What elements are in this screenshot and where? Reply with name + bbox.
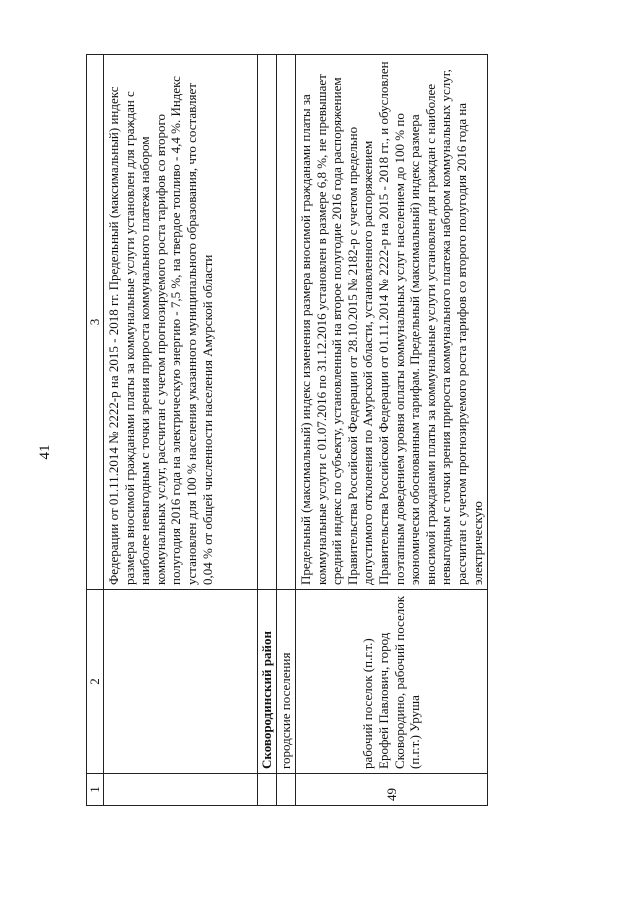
continuation-text-cell bbox=[104, 55, 258, 590]
section-row bbox=[258, 55, 277, 806]
header-col-2: 2 bbox=[87, 590, 104, 774]
header-col-3: 3 bbox=[87, 55, 104, 590]
page-number-text: 41 bbox=[37, 444, 53, 460]
row-text: Предельный (максимальный) индекс изменения размера вносимой гражданами платы за коммунальные услуги с 01.07.2016 по 31.12.2016 установлен в размере 6,8 %, не превышает средний индекс по субъекту, установленный на второе полугодие 2016 года распоряжением Правительства Российской Федерации от 28.10.2015 № 2182-р с учетом предельно допустимого отклонения по Амурской области, установленного распоряжением Правительства Российской Федерации от 01.11.2014 № 2222-р на 2015 - 2018 гг., и обусловлен поэтапным доведением уровня оплаты коммунальных услуг населением до 100 % по экономически обоснованным тарифам. Предельный (максимальный) индекс размера вносимой гражданами платы за коммунальные услуги установлен для граждан с наиболее невыгодным с точки зрения прироста коммунального платежа набором коммунальных услуг, рассчитан с учетом прогнозируемого роста тарифов со второго полугодия 2016 года на электрическую bbox=[298, 61, 485, 585]
header-col-1: 1 bbox=[87, 774, 104, 806]
continuation-row bbox=[104, 55, 258, 806]
subsection-title: городские поселения bbox=[277, 590, 296, 774]
subsection-num-cell bbox=[277, 774, 296, 806]
subsection-empty-cell bbox=[277, 55, 296, 590]
section-title: Сковородинский район bbox=[258, 590, 277, 774]
continuation-text: Федерации от 01.11.2014 № 2222-р на 2015 - 2018 гг. Предельный (максимальный) индекс размера вносимой гражданами платы за коммунальные услуги установлен для граждан с наиболее невыгодным с точки зрения прироста коммунального платежа набором коммунальных услуг, рассчитан с учетом прогнозируемого роста тарифов со второго полугодия 2016 года на электрическую энергию - 7,5 %, на твердое топливо - 4,4 %. Индекс установлен для 100 % населения указанного муниципального образования, что составляет 0,04 % от общей численности населения Амурской области bbox=[106, 76, 215, 585]
data-table bbox=[86, 54, 488, 806]
section-num-cell bbox=[258, 774, 277, 806]
subsection-row bbox=[277, 55, 296, 806]
rotated-table-container bbox=[86, 54, 586, 806]
continuation-name-cell bbox=[104, 590, 258, 774]
section-empty-cell bbox=[258, 55, 277, 590]
row-number: 49 bbox=[296, 774, 488, 806]
continuation-num-cell bbox=[104, 774, 258, 806]
row-settlements: рабочий поселок (п.г.т.) Ерофей Павлович, город Сковородино, рабочий поселок (п.г.т.) Уруша bbox=[296, 590, 488, 774]
table-header-row bbox=[87, 55, 104, 806]
row-text-cell bbox=[296, 55, 488, 590]
table-row bbox=[296, 55, 488, 806]
